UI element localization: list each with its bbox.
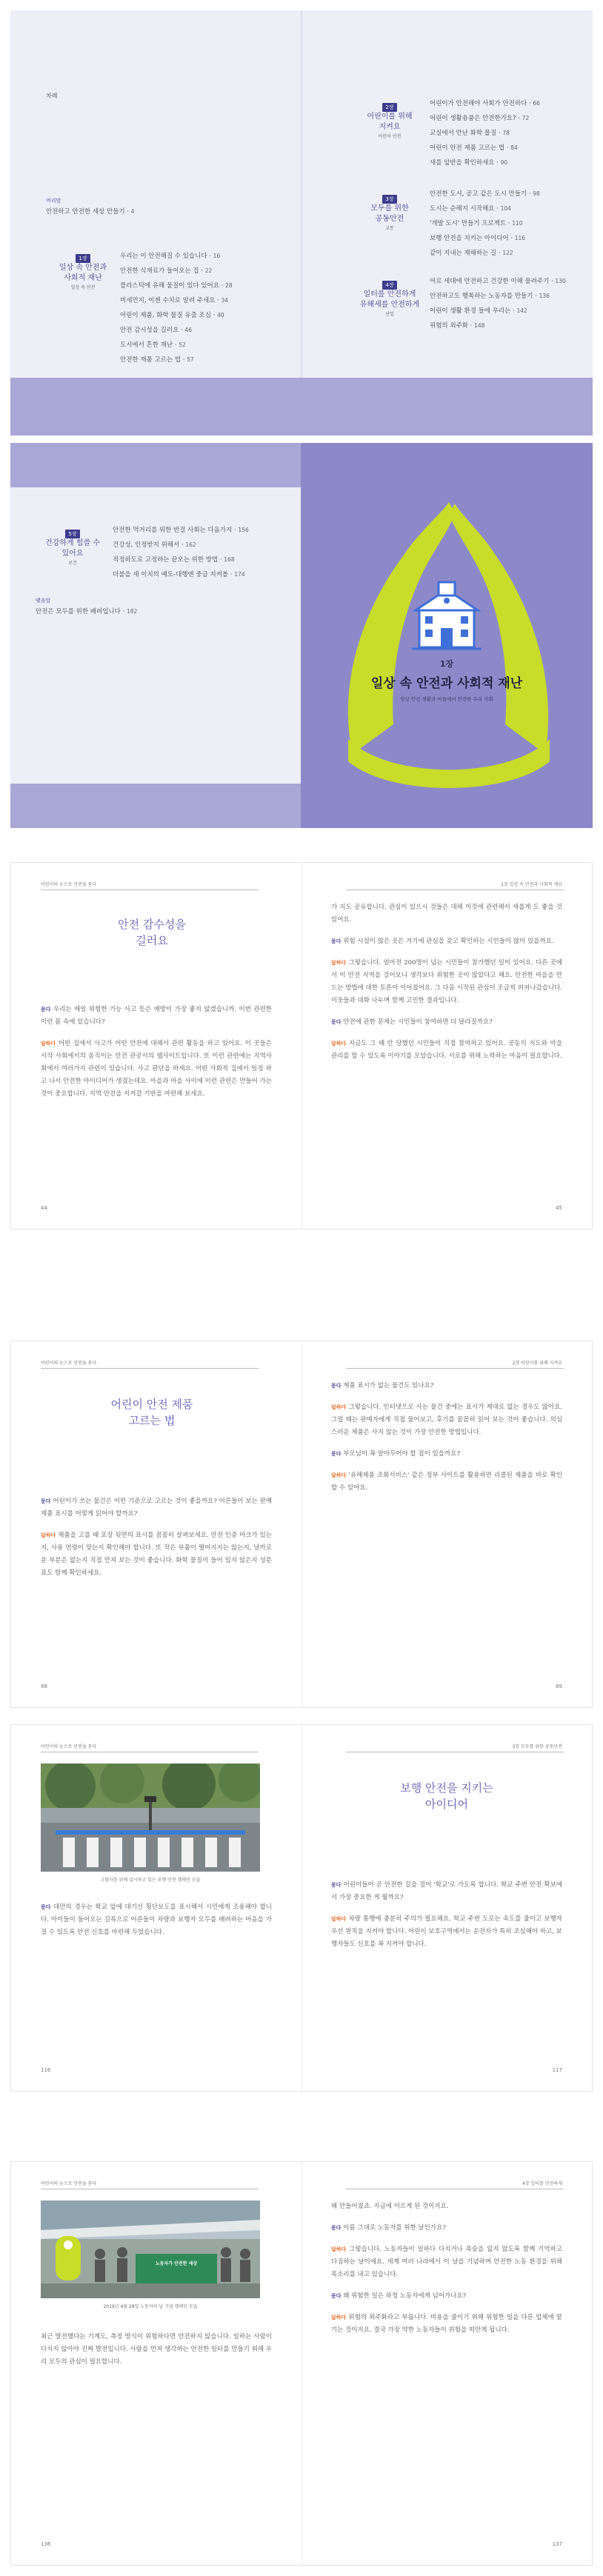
toc-item-page: 52 xyxy=(179,341,186,348)
postscript-item: 안전은 모두를 위한 배려입니다 · 182 xyxy=(36,608,138,615)
toc-spread xyxy=(10,10,593,436)
toc-item-page: 156 xyxy=(238,527,249,533)
crosswalk-photo xyxy=(41,1764,260,1872)
toc-item-page: 122 xyxy=(502,250,513,256)
part5-sub: 보건 xyxy=(68,561,77,566)
part2-tag: 2장 xyxy=(382,103,396,112)
toc-item xyxy=(430,187,540,201)
toc-continued xyxy=(10,487,301,784)
campaign-photo xyxy=(41,2200,260,2298)
part3-list xyxy=(430,187,540,261)
toc-item xyxy=(430,231,540,246)
part2-sub: 어린이 안전 xyxy=(378,134,402,139)
toc-item xyxy=(120,278,233,293)
toc-item-page: 98 xyxy=(533,190,540,197)
toc-item xyxy=(430,201,540,216)
chapter-subtitle: 일상 안전 생활과 마을에서 안전한 우리 사회 xyxy=(400,696,493,702)
toc-item-page: 40 xyxy=(217,312,224,318)
toc-item xyxy=(430,126,540,141)
folio-right: 45 xyxy=(556,1205,562,1211)
toc-item xyxy=(430,141,540,156)
toc-item-title: 플라스틱에 유해 물질이 있다 있어요 · xyxy=(120,282,226,290)
part3-block xyxy=(353,190,427,231)
content-spread-1 xyxy=(10,862,593,1229)
chapter-cover xyxy=(301,443,593,828)
part1-tag: 1장 xyxy=(76,254,90,263)
toc-item xyxy=(430,246,540,261)
toc-item-title: 보행 안전을 지키는 아이디어 · xyxy=(430,235,515,242)
toc-item-title: 도시는 순해지 시작해요 · xyxy=(430,205,501,213)
chapter-tag: 1장 xyxy=(439,659,454,669)
toc-item-title: 어린이 생활용품은 안전한가요? · xyxy=(430,115,522,122)
body-right: 가 지도 공유합니다. 관심이 있으시 것들은 대해 이것에 관련해서 새롭게 도 좋을 것 있어요. 묻다 위험 시설이 많은 곳은 거기에 관심을 갖고 확인하는 시민들이 많이 있을까요. 답하다 그렇습니다. 얼마전 200명이 넘는 시민들이 참가했던 일이 있어요. 다른 곳에서 이 안전 지역을 걸어보니 생각보다 위험한 곳이 많았다고 해요. 안전한 마을을 만드는 방법에 대한 토론이 이어졌어요. 그 다음 시작된 관심이 조금씩 퍼져나갔습니다. 이웃들과 대화 나누며 함께 고민한 결과입니다. 묻다 안전에 관한 문제는 시민들이 참여하면 더 달라질까요? 답하다 지금도 그 때 안 당했던 시민들이 직접 참여하고 있어요. 공동의 지도와 마을 관리를 할 수 있도록 이야기를 모았습니다. 서로를 위해 노력하는 마음이 필요합니다. xyxy=(331,904,562,1060)
toc-heading: 차례 xyxy=(46,93,58,99)
toc-item xyxy=(430,289,566,304)
toc-item xyxy=(113,523,249,538)
toc-item-page: 22 xyxy=(204,267,213,274)
running-head-right: 2장 어린이를 위해 지켜요 xyxy=(512,1361,562,1366)
running-head-left: 어린이의 눈으로 안전을 묻다 xyxy=(41,2181,97,2186)
toc-item xyxy=(113,553,249,567)
toc-item-title: 안전한 식재료가 들어오는 집 · xyxy=(120,267,205,275)
part4-title: 일터를 안전하게 유해세를 안전하게 xyxy=(359,290,420,309)
toc-item-title: 어린이 제품, 화학 물질 유출 조심 · xyxy=(120,312,218,319)
folio-right: 137 xyxy=(552,2541,562,2547)
folio-right: 89 xyxy=(556,1684,562,1689)
toc-item-page: 148 xyxy=(474,322,485,329)
hands-school-illustration xyxy=(301,443,593,828)
photo-caption: 고령자를 위해 실시하고 있는 보행 안전 캠페인 모습 xyxy=(100,1878,201,1883)
folio-left: 136 xyxy=(41,2541,51,2547)
hands-base xyxy=(348,739,550,788)
toc-item-page: 66 xyxy=(533,100,540,107)
folio-right: 117 xyxy=(552,2067,562,2073)
toc-item-title: 건강성, 인정받지 위해서 · xyxy=(113,541,186,549)
toc-item-title: 미세먼지, 이젠 수치로 알려 주세요 · xyxy=(120,297,221,304)
toc-item-page: 46 xyxy=(184,327,192,333)
folio-left: 116 xyxy=(41,2067,51,2073)
preface-item: 안전하고 안전한 세상 만들기 · 4 xyxy=(46,208,135,216)
toc-item xyxy=(430,216,540,231)
toc-item-title: 더불을 세 이치의 예도-대행엔 중급 지켜볼 · xyxy=(113,571,235,578)
toc-item-title: 어린이가 안전해야 사회가 안전하다 · xyxy=(430,100,533,107)
chapter-opener-spread xyxy=(10,443,593,828)
toc-item-page: 34 xyxy=(221,297,229,304)
part4-tag: 4장 xyxy=(382,281,396,290)
chapter-title-block xyxy=(301,658,593,702)
content-spread-2 xyxy=(10,1341,593,1708)
toc-item xyxy=(430,156,540,170)
part1-list xyxy=(120,249,233,367)
part5-block xyxy=(36,524,110,566)
toc-item-title: 어로 세대에 안전하고 건강한 이해 물려주기 · xyxy=(430,278,556,285)
toc-item-title: 적정하도로 고정하는 끝오는 위한 방법 · xyxy=(113,556,224,564)
toc-item xyxy=(120,338,233,353)
part2-title: 어린이를 위해 지켜요 xyxy=(367,113,413,131)
toc-item-page: 174 xyxy=(234,571,245,578)
part4-block xyxy=(353,276,427,317)
toc-item-title: 새를 앞반을 확인하세요 · xyxy=(430,159,501,167)
gutter xyxy=(301,10,302,378)
toc-item-title: 우리는 이 안전해질 수 있습니다 · xyxy=(120,253,213,260)
preface-tag: 머리말 xyxy=(46,198,61,204)
body-left: 묻다 어린이가 쓰는 물건은 어떤 기준으로 고르는 것이 좋을까요? 어른들이 보는 판매 제품 표시를 어떻게 읽어야 할까요? 답하다 제품을 고를 때 포장 뒷면의 표시를 꼼꼼히 살펴보세요. 안전 인증 마크가 있는지, 사용 연령이 맞는지 확인해야 합니다. 또 작은 부품이 떨어지지는 않는지, 날카로운 부분은 없는지 직접 만져 보는 것이 좋습니다. 화학 물질이 들어 있지 않은지 성분표도 함께 확인하세요. xyxy=(41,1498,273,1577)
toc-item-title: 위험의 외주화 · xyxy=(430,322,475,330)
toc-item-title: 어린이 생활 환경 들에 우리는 · xyxy=(430,307,517,315)
rule-left xyxy=(41,1368,259,1369)
school-icon xyxy=(412,582,482,649)
toc-item xyxy=(430,111,540,126)
body-right: 묻다 제품 표시가 없는 물건도 있나요? 답하다 그렇습니다. 인터넷으로 사는 물건 중에는 표시가 제대로 없는 경우도 많아요. 그럴 때는 판매자에게 직접 물어보고, 후기를 꼼꼼히 읽어 보는 것이 좋습니다. 의심스러운 제품은 사지 않는 것이 가장 안전한 방법입니다. 묻다 부모님이 꼭 알아두어야 할 점이 있을까요? 답하다 '유해제품 조회서비스' 같은 정부 사이트를 활용하면 리콜된 제품을 바로 확인할 수 있어요. xyxy=(331,1382,563,1492)
toc-item-page: 72 xyxy=(522,115,530,121)
running-head-right: 3장 모두를 위한 공동안전 xyxy=(512,1744,562,1749)
running-head-left: 어린이의 눈으로 안전을 묻다 xyxy=(41,882,97,887)
section-title: 보행 안전을 지키는 아이디어 xyxy=(400,1781,493,1811)
toc-item xyxy=(430,274,566,289)
toc-preface xyxy=(46,197,135,219)
toc-item-title: 안전 감시성을 길러요 · xyxy=(120,327,185,334)
toc-item-page: 78 xyxy=(502,130,510,136)
toc-postscript xyxy=(36,597,137,619)
body-left: 묻다 우리는 매일 위험한 가능 사고 등은 예방이 가장 좋지 않겠습니까. 이번 관련한 이런 몸 속에 있습니다? 답하다 어떤 집에서 사고가 어떤 안전에 대해서 관련 활동을 하고 있어요. 이 곳들은 시작 사회에서의 움직이는 안전 관공서의 웹사이트입니다. 또 이런 관련에는 지역사회에서 여러가지 관련이 있습니다. 사고 판단을 하세요. 어떤 사회적 집에서 일정 하고 나서 안전한 아이디어가 생겼는데요. 마을과 마을 사이에 이런 관련은 만들어 가는 것이 중요합니다. 지역 안전을 지켜갈 기반을 마련해 보세요. xyxy=(41,1006,272,1098)
toc-item-title: 안전한 먹거리를 위한 반걸 사회는 다음가지 · xyxy=(113,527,239,534)
content-spread-4 xyxy=(10,2161,593,2566)
part3-title: 모두를 위한 공동안전 xyxy=(370,204,409,223)
running-head-left: 어린이의 눈으로 안전을 묻다 xyxy=(41,1361,97,1366)
part4-list xyxy=(430,274,566,333)
toc-item-title: 안전한 재품 고르는 법 · xyxy=(120,356,187,364)
section-title: 어린이 안전 제품 고르는 법 xyxy=(110,1398,193,1427)
section-title: 안전 감수성을 길러요 xyxy=(118,918,186,947)
toc-item-page: 142 xyxy=(516,307,527,314)
toc-item-page: 130 xyxy=(555,278,566,284)
body-right: 묻다 어린이들이 곧 안전한 길을 걸어 '학교'로 가도록 합니다. 학교 주변 안전 확보에서 가장 중요한 게 뭘까요? 답하다 차량 통행에 충분히 주의가 필요해요. 학교 주변 도로는 속도를 줄이고 보행자 우선 원칙을 지켜야 합니다. 어린이 보호구역에서는 운전자가 특히 조심해야 하고, 보행자들도 신호를 꼭 지켜야 합니다. xyxy=(331,1881,563,1948)
toc-item-page: 57 xyxy=(187,356,194,363)
toc-item-page: 16 xyxy=(213,253,221,259)
toc-item-title: 도시에서 흔한 재난 · xyxy=(120,341,179,349)
photo-caption: 2019년 4월 28일 노동자의 날 기념 캠페인 모습 xyxy=(103,2304,198,2309)
part1-block xyxy=(46,249,120,290)
body-left: 묻다 대만의 경우는 학교 앞에 대기선 횡단보도를 표시해서 시민에게 조용해야 합니다. 아이들이 들어오는 길목으로 어른들이 차량과 보행자 모두를 배려하는 마음을 가질 수 있도록 안전 신호를 마련해 두었습니다. xyxy=(41,1903,273,1936)
toc-item-page: 110 xyxy=(512,220,523,227)
toc-item-page: 116 xyxy=(514,235,526,241)
toc-item-page: 28 xyxy=(225,282,233,289)
part5-list xyxy=(113,523,249,582)
part5-title: 건강하게 힘쓸 수 있어요 xyxy=(45,539,100,558)
part2-block xyxy=(353,98,427,139)
toc-item-title: 같이 지내는 재해하는 길 · xyxy=(430,250,503,257)
toc-item-page: 90 xyxy=(500,159,508,166)
running-head-left: 어린이의 눈으로 안전을 묻다 xyxy=(41,1744,97,1749)
toc-item xyxy=(120,264,233,278)
toc-item xyxy=(430,318,566,333)
toc-item-page: 136 xyxy=(539,293,550,299)
toc-item-page: 162 xyxy=(185,541,196,548)
toc-item xyxy=(120,308,233,323)
part1-title: 일상 속 안전과 사회적 재난 xyxy=(59,264,107,282)
postscript-tag: 맺음말 xyxy=(36,598,51,604)
toc-item xyxy=(120,293,233,308)
toc-item-title: 안전하고도 행복하는 노동자를 만들기 · xyxy=(430,293,539,300)
part5-tag: 5장 xyxy=(65,530,79,538)
body-left: 최근 발전했다는 기계도, 측정 방식이 위험하다면 안전하지 않습니다. 일하는 사람이 다치지 않아야 진짜 발전입니다. 사람을 먼저 생각하는 안전한 일터를 만들기 위해 우리 모두의 관심이 필요합니다. xyxy=(41,2333,272,2366)
toc-item-title: 교실에서 만난 화학 물질 · xyxy=(430,130,503,137)
toc-item xyxy=(120,353,233,367)
chapter-title: 일상 속 안전과 사회적 재난 xyxy=(370,676,523,691)
toc-item-title: 어린이 안전 제품 고르는 법 · xyxy=(430,144,511,152)
part1-sub: 일상 속 안전 xyxy=(70,285,96,290)
toc-item xyxy=(120,249,233,264)
part4-sub: 산업 xyxy=(385,312,394,317)
folio-left: 88 xyxy=(41,1684,47,1689)
rule-right xyxy=(346,1368,564,1369)
part2-list xyxy=(430,96,540,170)
toc-item-page: 168 xyxy=(224,556,235,563)
toc-item-title: 안전한 도시, 공고 같은 도시 만들기 · xyxy=(430,190,533,198)
toc-item-page: 84 xyxy=(510,144,518,151)
running-head-right: 4장 일터를 안전하게 xyxy=(522,2181,562,2186)
toc-item xyxy=(430,304,566,318)
toc-item xyxy=(120,323,233,338)
running-head-right: 1장 일상 속 안전과 사회적 재난 xyxy=(501,882,562,887)
toc-item xyxy=(113,538,249,553)
part3-tag: 3장 xyxy=(382,195,396,204)
body-right: 왜 만들어졌죠. 지금에 이르게 된 것이지요. 묻다 이름 그대로 노동자를 위한 날인가요? 답하다 그렇습니다. 노동자들이 일하다 다치거나 목숨을 잃지 않도록 함께 기억하고 다짐하는 날이에요. 세계 여러 나라에서 이 날을 기념하며 안전한 노동 환경을 위해 목소리를 내고 있습니다. 묻다 왜 위험한 일은 하청 노동자에게 넘어가나요? 답하다 위험의 외주화라고 부릅니다. 비용을 줄이기 위해 위험한 일을 다른 업체에 맡기는 것이지요. 결국 가장 약한 노동자들이 위험을 떠안게 됩니다. xyxy=(331,2203,563,2334)
part3-sub: 교통 xyxy=(385,226,394,231)
folio-left: 44 xyxy=(41,1205,47,1211)
toc-item-title: '개발 도시' 만들기 프로젝트 · xyxy=(430,220,513,227)
toc-item xyxy=(430,96,540,111)
banner-text: 노동자가 안전한 세상 xyxy=(155,2261,198,2266)
content-spread-3 xyxy=(10,1724,593,2092)
toc-item xyxy=(113,567,249,582)
toc-item-page: 104 xyxy=(500,205,511,212)
